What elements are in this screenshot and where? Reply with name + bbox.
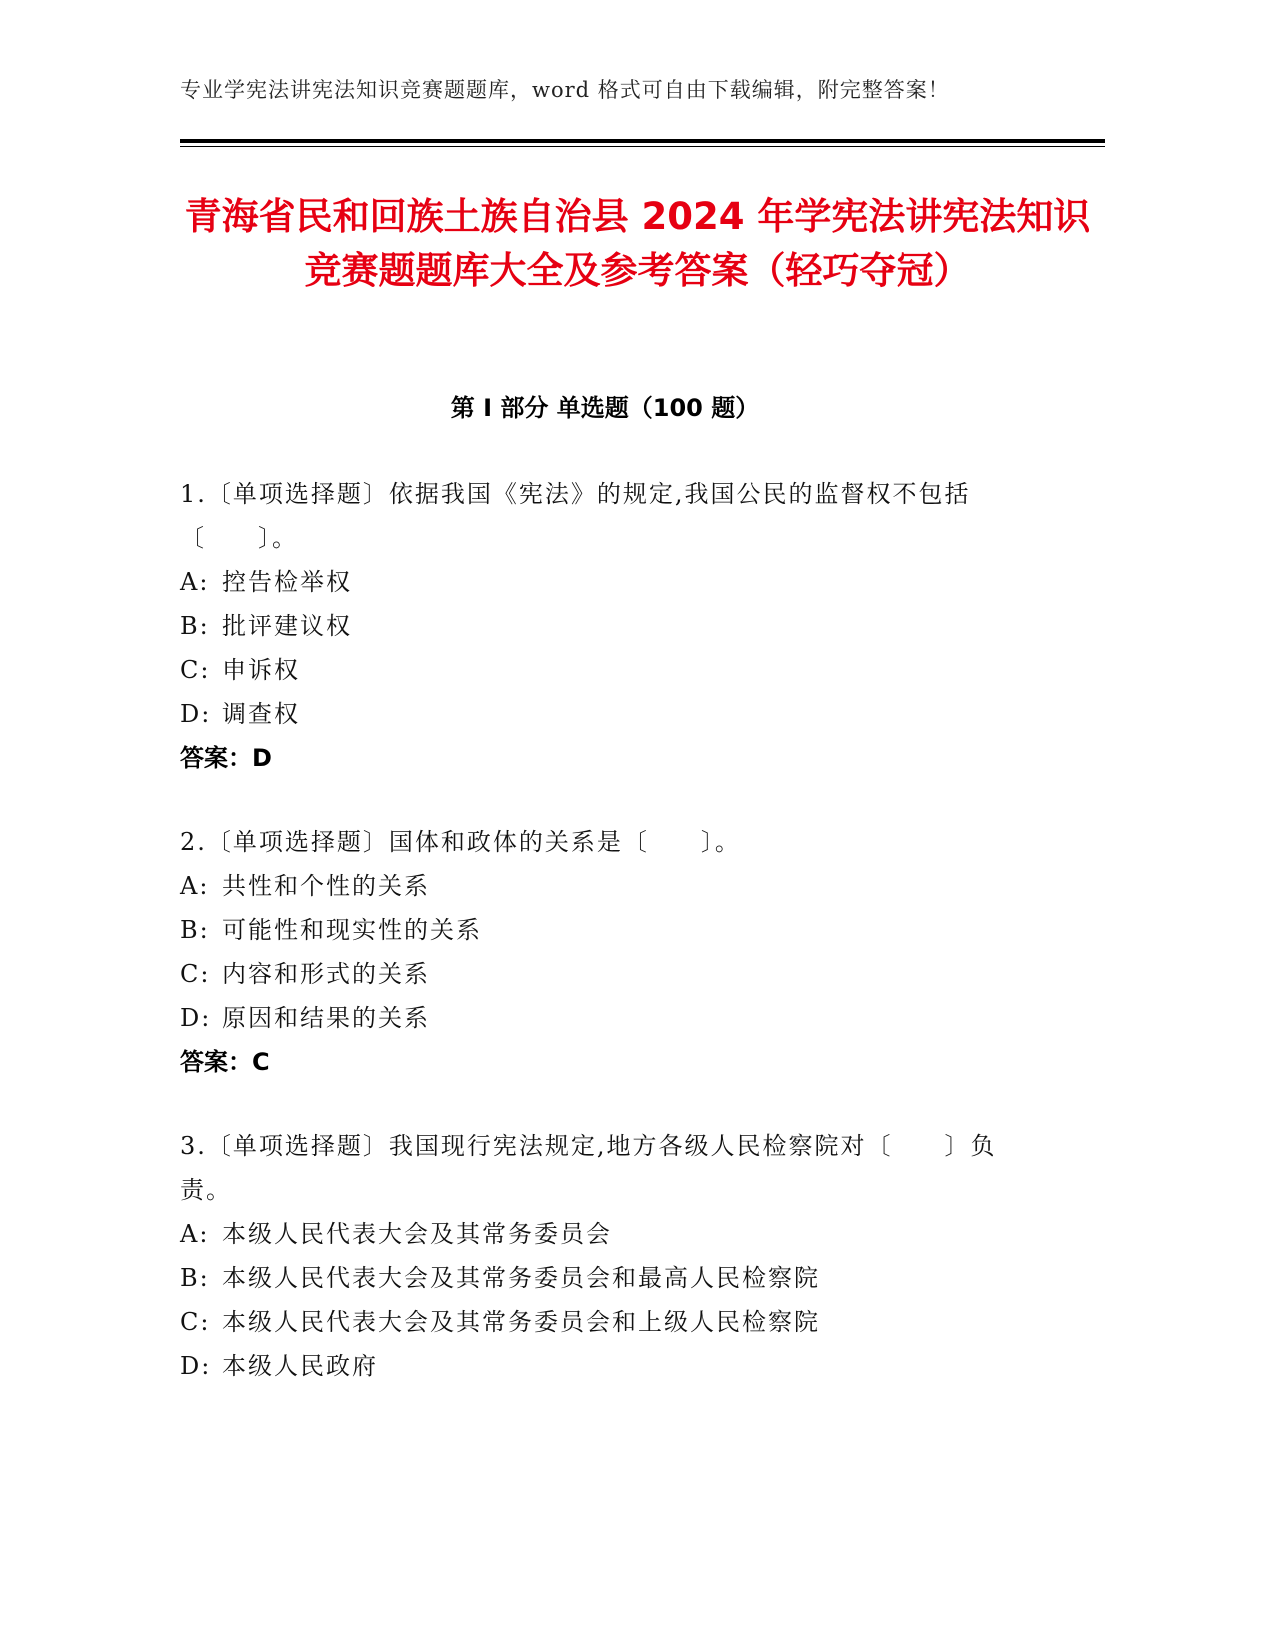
- option-text: 本级人民政府: [222, 1352, 378, 1380]
- option-text: 批评建议权: [222, 612, 352, 640]
- option-letter: D:: [180, 700, 212, 728]
- header-divider: [180, 139, 1105, 143]
- header-note: 专业学宪法讲宪法知识竞赛题题库，word 格式可自由下载编辑，附完整答案！: [180, 78, 950, 102]
- question-list: [180, 472, 1040, 1428]
- option-letter: A:: [180, 568, 210, 596]
- option-a: [180, 1212, 1040, 1256]
- option-c: [180, 952, 1040, 996]
- option-letter: C:: [180, 960, 211, 988]
- option-c: [180, 1300, 1040, 1344]
- document-title: 青海省民和回族土族自治县 2024 年学宪法讲宪法知识竞赛题题库大全及参考答案（轻巧夺冠）: [184, 195, 1091, 292]
- option-letter: A:: [180, 1220, 210, 1248]
- question-stem: 2.〔单项选择题〕国体和政体的关系是〔 〕。: [180, 828, 741, 856]
- option-a: [180, 864, 1040, 908]
- option-c: [180, 648, 1040, 692]
- option-text: 原因和结果的关系: [222, 1004, 430, 1032]
- option-text: 申诉权: [222, 656, 300, 684]
- option-b: [180, 908, 1040, 952]
- option-text: 本级人民代表大会及其常务委员会: [222, 1220, 612, 1248]
- option-text: 控告检举权: [222, 568, 352, 596]
- option-a: [180, 560, 1040, 604]
- option-text: 可能性和现实性的关系: [222, 916, 482, 944]
- question-2: [180, 820, 1040, 1084]
- question-stem: 1.〔单项选择题〕依据我国《宪法》的规定,我国公民的监督权不包括〔 〕。: [180, 480, 971, 552]
- option-letter: B:: [180, 612, 210, 640]
- option-letter: C:: [180, 656, 211, 684]
- option-letter: B:: [180, 1264, 210, 1292]
- option-text: 调查权: [222, 700, 300, 728]
- question-3: [180, 1124, 1040, 1388]
- option-b: [180, 1256, 1040, 1300]
- option-text: 内容和形式的关系: [222, 960, 430, 988]
- option-letter: D:: [180, 1352, 212, 1380]
- section-heading: 第 I 部分 单选题（100 题）: [450, 394, 760, 422]
- option-letter: C:: [180, 1308, 211, 1336]
- option-text: 共性和个性的关系: [222, 872, 430, 900]
- option-letter: B:: [180, 916, 210, 944]
- option-d: [180, 996, 1040, 1040]
- option-letter: A:: [180, 872, 210, 900]
- question-stem: 3.〔单项选择题〕我国现行宪法规定,地方各级人民检察院对〔 〕负责。: [180, 1132, 997, 1204]
- option-d: [180, 1344, 1040, 1388]
- option-letter: D:: [180, 1004, 212, 1032]
- question-answer: 答案：D: [180, 744, 272, 772]
- option-d: [180, 692, 1040, 736]
- option-b: [180, 604, 1040, 648]
- header-divider-thin: [180, 146, 1105, 147]
- question-1: [180, 472, 1040, 780]
- option-text: 本级人民代表大会及其常务委员会和上级人民检察院: [222, 1308, 820, 1336]
- option-text: 本级人民代表大会及其常务委员会和最高人民检察院: [222, 1264, 820, 1292]
- question-answer: 答案：C: [180, 1048, 270, 1076]
